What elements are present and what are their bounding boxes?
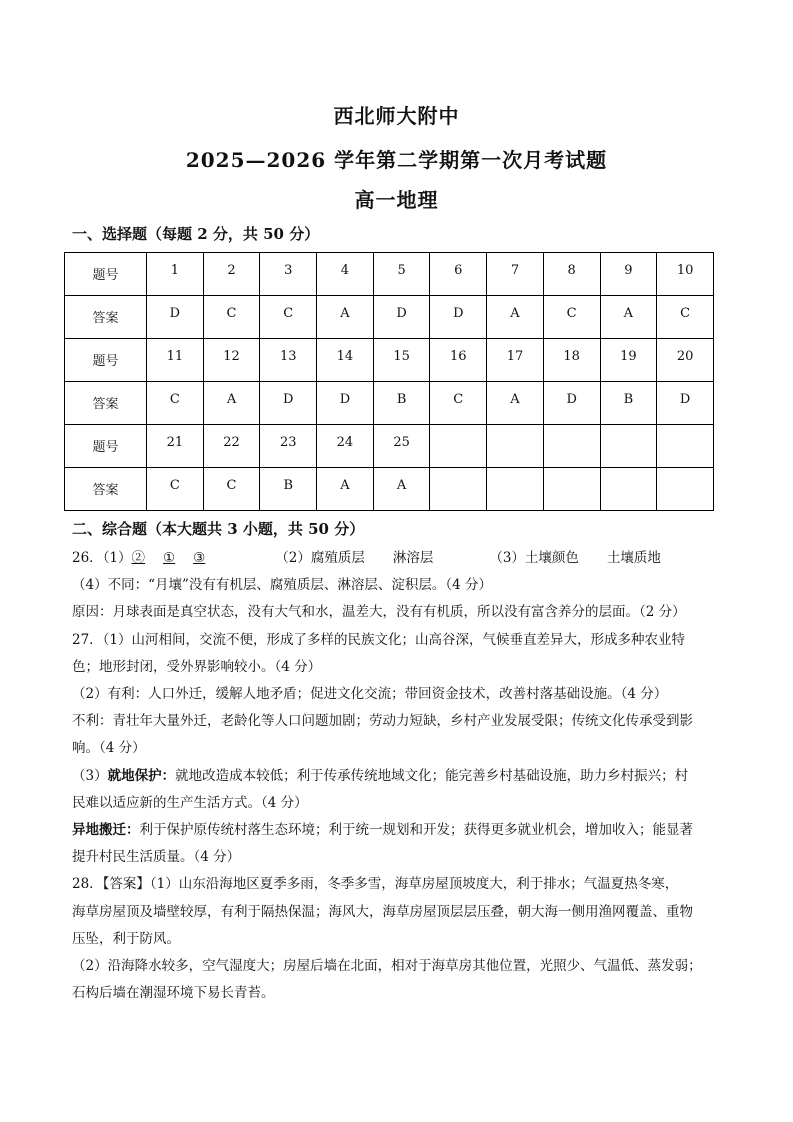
- answer-cell: A: [203, 382, 260, 425]
- q28-line4: （2）沿海降水较多，空气湿度大；房屋后墙在北面，相对于海草房其他位置，光照少、气温低、蒸发弱；: [72, 958, 702, 975]
- answer-cell: D: [260, 382, 317, 425]
- question-number-cell: [487, 425, 544, 468]
- answer-cell: [487, 468, 544, 511]
- question-number-cell: 22: [203, 425, 260, 468]
- question-number-cell: 21: [147, 425, 204, 468]
- q27-line1: 27．（1）山河相间，交流不便，形成了多样的民族文化；山高谷深，气候垂直差异大，形成多种农业特: [72, 631, 686, 648]
- question-number-cell: 18: [543, 339, 600, 382]
- question-number-cell: 4: [317, 253, 374, 296]
- answer-cell: D: [430, 296, 487, 339]
- question-number-cell: 12: [203, 339, 260, 382]
- row-label-number: 题号: [65, 425, 147, 468]
- row-label-answer: 答案: [65, 382, 147, 425]
- answer-cell: A: [600, 296, 657, 339]
- answer-cell: A: [487, 382, 544, 425]
- question-number-cell: 13: [260, 339, 317, 382]
- answer-cell: C: [147, 468, 204, 511]
- answer-cell: [600, 468, 657, 511]
- answer-cell: [543, 468, 600, 511]
- answer-cell: C: [147, 382, 204, 425]
- row-label-number: 题号: [65, 253, 147, 296]
- question-number-cell: [600, 425, 657, 468]
- exam-title: 2025—2026 学年第二学期第一次月考试题: [185, 148, 608, 172]
- answer-cell: D: [543, 382, 600, 425]
- q26-answer-b: ①: [163, 550, 176, 566]
- answer-cell: C: [203, 296, 260, 339]
- answer-cell: [657, 468, 714, 511]
- answer-cell: C: [430, 382, 487, 425]
- q28-line1: 28．【答案】（1）山东沿海地区夏季多雨，冬季多雪，海草房屋顶坡度大，利于排水；气温夏热冬寒，: [72, 876, 679, 893]
- table-row-numbers: [65, 253, 714, 296]
- q27-line4: 不利：青壮年大量外迁，老龄化等人口问题加剧；劳动力短缺，乡村产业发展受限；传统文化传承受到影: [72, 713, 693, 730]
- table-row-answers: [65, 382, 714, 425]
- q26-answer-c: ③: [193, 550, 206, 566]
- question-number-cell: 14: [317, 339, 374, 382]
- answer-table: [64, 252, 714, 511]
- question-number-cell: 11: [147, 339, 204, 382]
- answer-cell: C: [543, 296, 600, 339]
- table-row-answers: [65, 468, 714, 511]
- question-number-cell: 8: [543, 253, 600, 296]
- answer-cell: A: [487, 296, 544, 339]
- q27-line6: （3）就地保护：就地改造成本较低；利于传承传统地域文化；能完善乡村基础设施，助力乡村振兴；村: [72, 767, 689, 784]
- q27-line9: 提升村民生活质量。（4 分）: [72, 849, 241, 866]
- answer-cell: C: [260, 296, 317, 339]
- question-number-cell: 20: [657, 339, 714, 382]
- question-number-cell: 23: [260, 425, 317, 468]
- question-number-cell: 3: [260, 253, 317, 296]
- row-label-answer: 答案: [65, 296, 147, 339]
- answer-cell: D: [317, 382, 374, 425]
- table-row-numbers: [65, 339, 714, 382]
- question-number-cell: 17: [487, 339, 544, 382]
- question-number-cell: 2: [203, 253, 260, 296]
- answer-cell: B: [260, 468, 317, 511]
- q28-line2: 海草房屋顶及墙壁较厚，有利于隔热保温；海风大，海草房屋顶层层压叠，朝大海一侧用渔网覆盖、重物: [72, 903, 693, 920]
- answer-cell: D: [657, 382, 714, 425]
- answer-cell: C: [203, 468, 260, 511]
- section1-heading: 一、选择题（每题 2 分，共 50 分）: [72, 225, 320, 243]
- answer-cell: D: [147, 296, 204, 339]
- q27-line7: 民难以适应新的生产生活方式。（4 分）: [72, 794, 308, 811]
- question-number-cell: 15: [373, 339, 430, 382]
- question-number-cell: [657, 425, 714, 468]
- question-number-cell: 5: [373, 253, 430, 296]
- q27-line8: 异地搬迁：利于保护原传统村落生态环境；利于统一规划和开发；获得更多就业机会，增加收入；能显著: [72, 822, 693, 839]
- answer-cell: B: [600, 382, 657, 425]
- question-number-cell: 10: [657, 253, 714, 296]
- question-number-cell: 6: [430, 253, 487, 296]
- question-number-cell: 19: [600, 339, 657, 382]
- row-label-number: 题号: [65, 339, 147, 382]
- row-label-answer: 答案: [65, 468, 147, 511]
- question-number-cell: 7: [487, 253, 544, 296]
- q28-line3: 压坠，利于防风。: [72, 930, 180, 947]
- q27-line2: 色；地形封闭，受外界影响较小。（4 分）: [72, 658, 322, 675]
- table-row-answers: [65, 296, 714, 339]
- school-name: 西北师大附中: [333, 104, 460, 128]
- q27-line5: 响。（4 分）: [72, 740, 146, 757]
- answer-cell: C: [657, 296, 714, 339]
- answer-cell: A: [317, 296, 374, 339]
- q26-reason: 原因：月球表面是真空状态，没有大气和水，温差大，没有有机质，所以没有富含养分的层面。（2 分）: [72, 604, 686, 621]
- answer-cell: D: [373, 296, 430, 339]
- q26-answer-a: ②: [131, 550, 146, 566]
- question-number-cell: 24: [317, 425, 374, 468]
- q26-line1: 26．（1）② ① ③ （2）腐殖质层 淋溶层 （3）土壤颜色 土壤质地: [72, 550, 661, 566]
- answer-cell: B: [373, 382, 430, 425]
- subject-title: 高一地理: [354, 188, 439, 212]
- question-number-cell: 1: [147, 253, 204, 296]
- q26-line2: （4）不同：“月壤”没有有机层、腐殖质层、淋溶层、淀积层。（4 分）: [72, 577, 493, 594]
- q28-line5: 石构后墙在潮湿环境下易长青苔。: [72, 985, 275, 1002]
- question-number-cell: [430, 425, 487, 468]
- answer-cell: A: [373, 468, 430, 511]
- answer-cell: A: [317, 468, 374, 511]
- answers-body: [72, 545, 724, 1007]
- question-number-cell: 16: [430, 339, 487, 382]
- question-number-cell: 25: [373, 425, 430, 468]
- table-row-numbers: [65, 425, 714, 468]
- question-number-cell: 9: [600, 253, 657, 296]
- answer-cell: [430, 468, 487, 511]
- q27-line3: （2）有利：人口外迁，缓解人地矛盾；促进文化交流；带回资金技术，改善村落基础设施。（4 分）: [72, 686, 668, 703]
- section2-heading: 二、综合题（本大题共 3 小题，共 50 分）: [72, 520, 365, 538]
- question-number-cell: [543, 425, 600, 468]
